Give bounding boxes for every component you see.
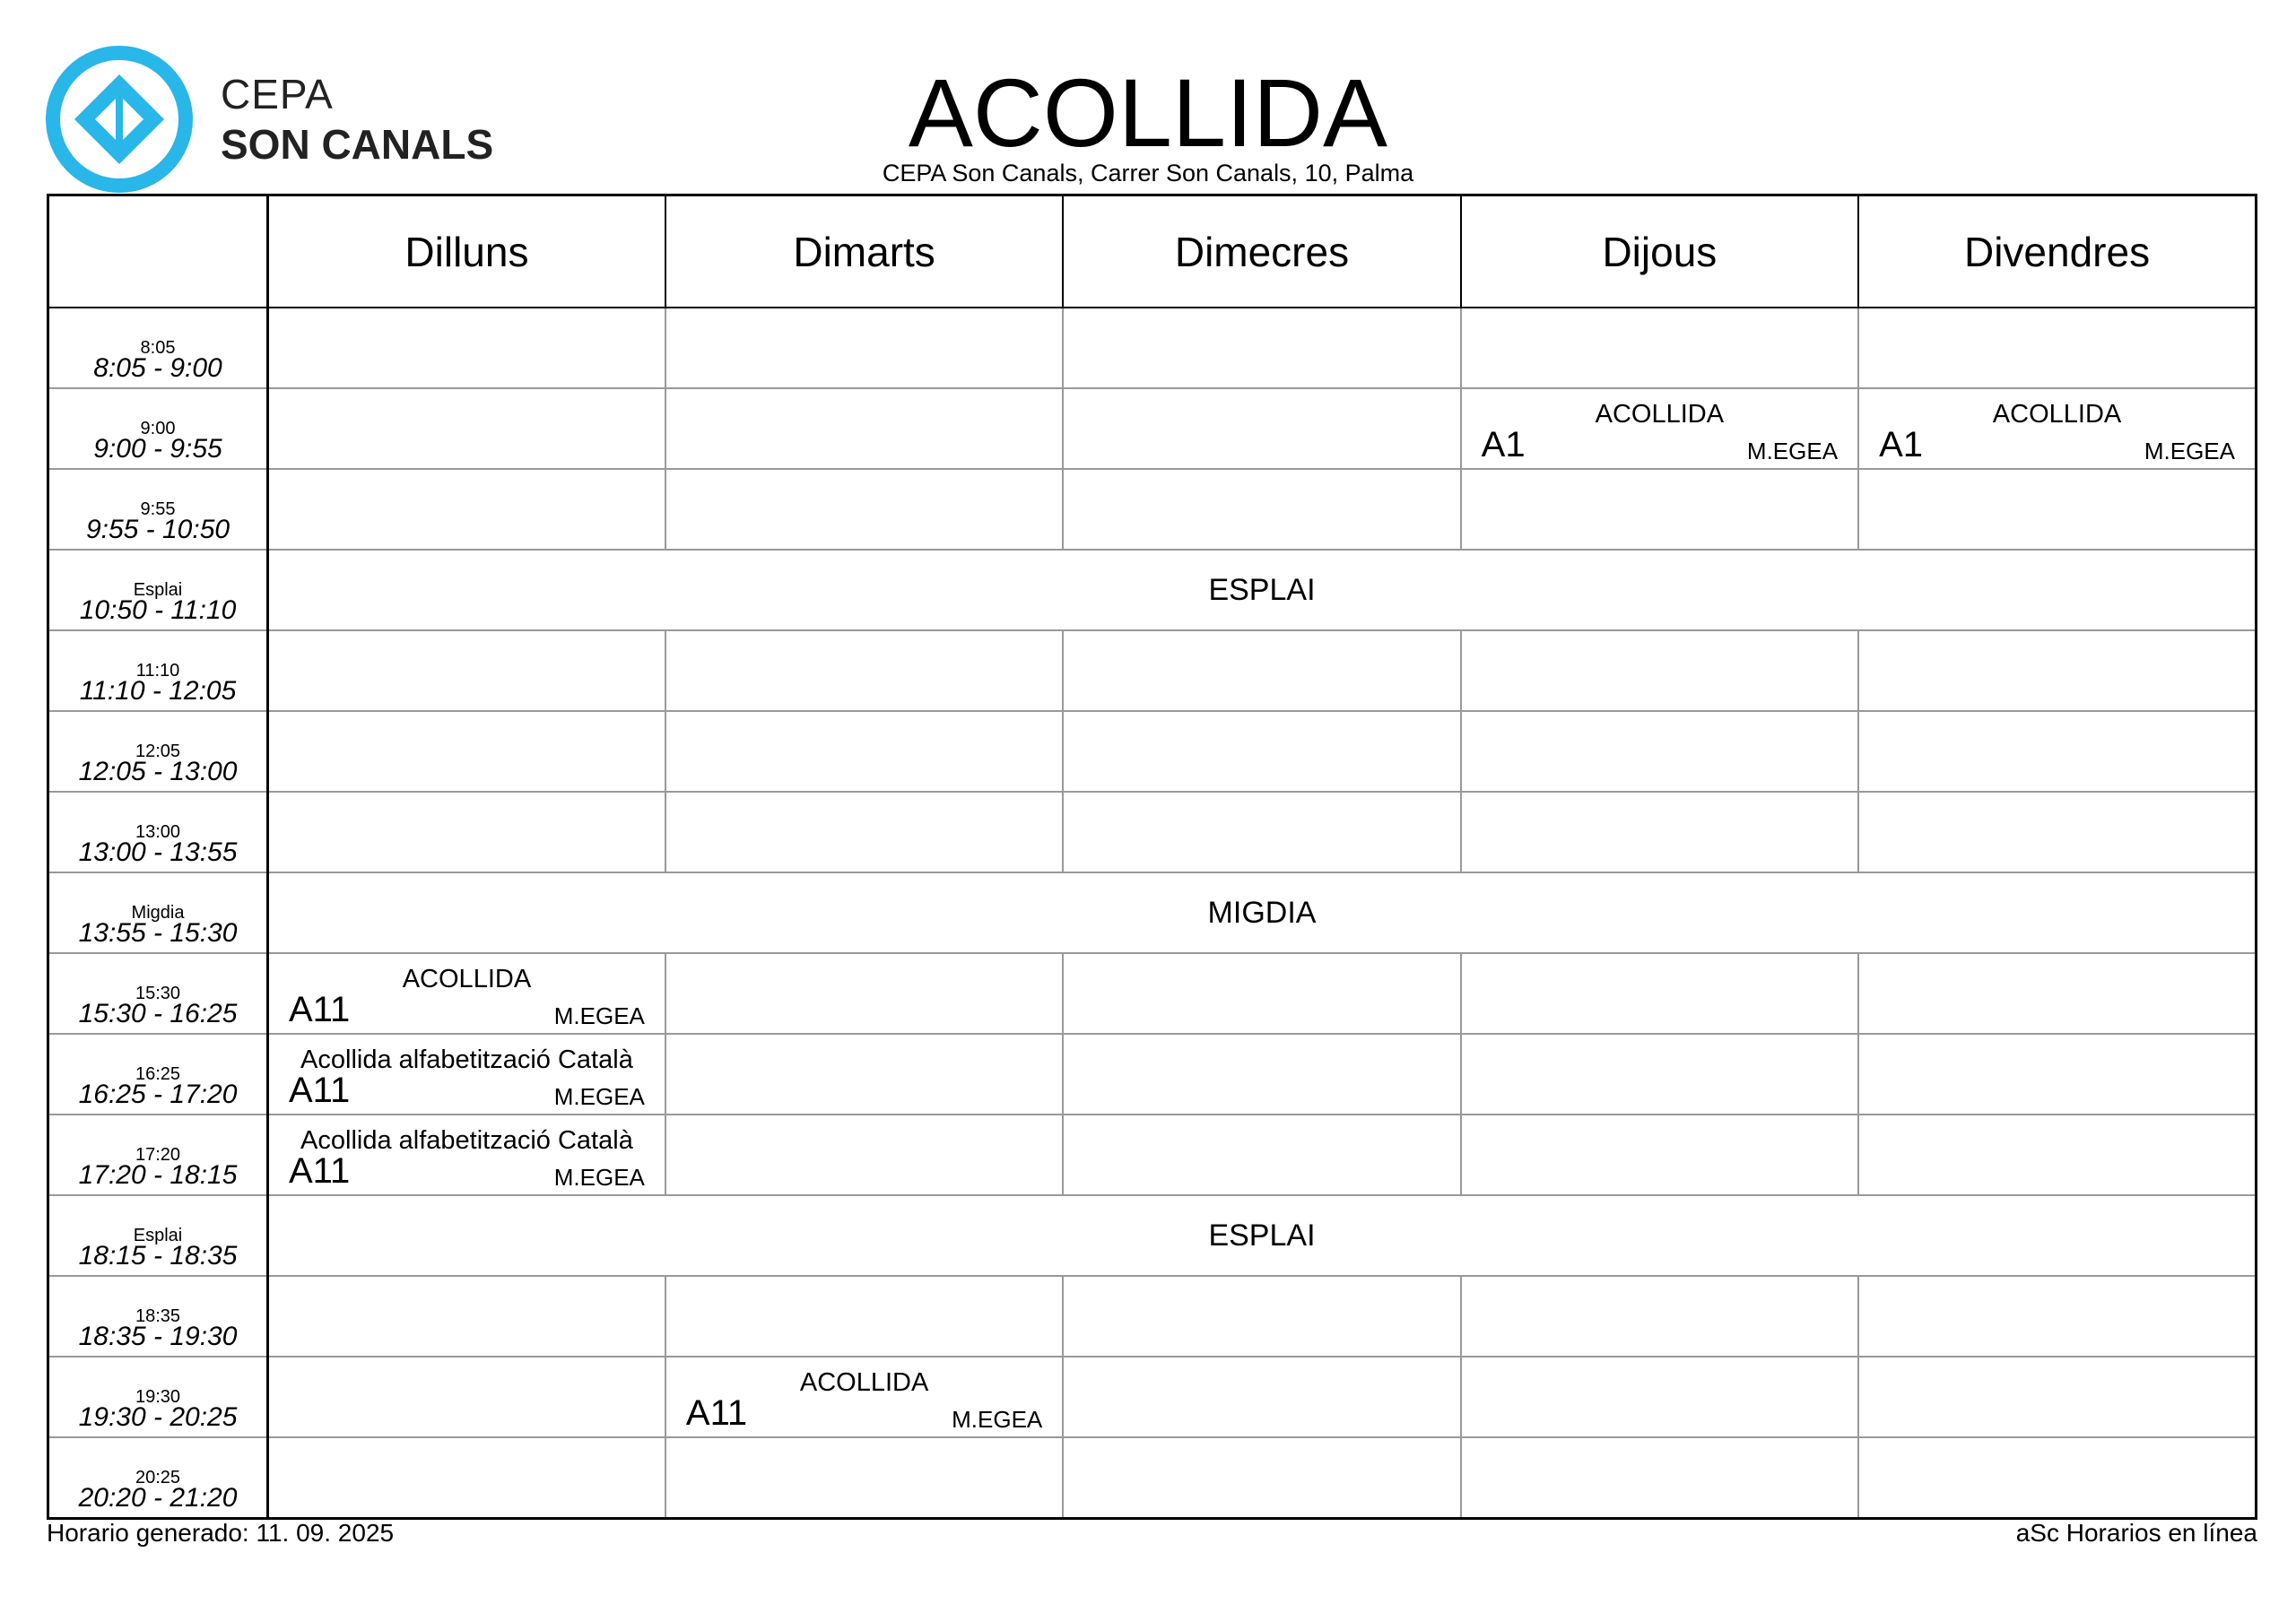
period-time-cell	[48, 953, 268, 1034]
period-row	[48, 630, 2257, 711]
period-label: Esplai	[133, 1226, 183, 1245]
lesson-subject: ACOLLIDA	[1992, 400, 2122, 429]
period-time-range: 9:55 - 10:50	[85, 515, 230, 544]
period-time-cell	[48, 1276, 268, 1357]
period-time-cell	[48, 872, 268, 953]
timetable-cell	[1063, 469, 1460, 550]
timetable-cell	[1858, 953, 2256, 1034]
timetable-cell	[1063, 792, 1460, 872]
period-label: 20:25	[135, 1468, 181, 1488]
lesson-card	[269, 954, 665, 1033]
timetable-cell	[665, 1034, 1063, 1115]
timetable	[47, 194, 2257, 1520]
period-row	[48, 953, 2257, 1034]
period-row	[48, 550, 2257, 630]
break-cell: ESPLAI	[268, 550, 2257, 630]
timetable-cell	[1461, 1115, 1858, 1195]
period-time-range: 9:00 - 9:55	[93, 434, 222, 464]
period-label: Migdia	[131, 903, 185, 923]
timetable-cell	[1063, 711, 1460, 792]
period-time-range: 13:55 - 15:30	[78, 918, 238, 948]
timetable-cell	[1063, 1115, 1460, 1195]
page-subtitle: CEPA Son Canals, Carrer Son Canals, 10, Palma	[882, 160, 1414, 186]
period-row	[48, 1195, 2257, 1276]
period-label: 17:20	[135, 1145, 181, 1165]
timetable-cell	[1461, 711, 1858, 792]
logo-text-son-canals: SON CANALS	[221, 121, 494, 168]
timetable-cell	[1858, 711, 2256, 792]
period-label: 13:00	[135, 822, 181, 842]
timetable-cell	[665, 953, 1063, 1034]
timetable-cell	[665, 469, 1063, 550]
timetable-cell	[1461, 308, 1858, 388]
timetable-cell	[1461, 630, 1858, 711]
timetable-cell	[1063, 953, 1460, 1034]
corner-cell	[48, 195, 268, 308]
page-title: ACOLLIDA	[908, 58, 1388, 167]
period-time-cell	[48, 792, 268, 872]
timetable-cell	[1461, 1276, 1858, 1357]
timetable-cell	[1461, 953, 1858, 1034]
period-time-cell	[48, 1195, 268, 1276]
timetable-cell	[1461, 1034, 1858, 1115]
lesson-subject: Acollida alfabetització Català	[300, 1126, 633, 1155]
timetable-cell	[1063, 1034, 1460, 1115]
period-time-cell	[48, 550, 268, 630]
day-header: Dimarts	[665, 195, 1063, 308]
period-time-range: 11:10 - 12:05	[79, 676, 237, 706]
lesson-card	[1859, 389, 2255, 468]
timetable-cell	[665, 388, 1063, 469]
period-label: 9:55	[140, 499, 176, 519]
timetable-cell	[1063, 1437, 1460, 1519]
period-row	[48, 1034, 2257, 1115]
period-row	[48, 792, 2257, 872]
lesson-subject: Acollida alfabetització Català	[300, 1045, 633, 1074]
lesson-teacher: M.EGEA	[2144, 438, 2235, 464]
period-row	[48, 1357, 2257, 1437]
lesson-teacher: M.EGEA	[553, 1002, 645, 1029]
period-row	[48, 1115, 2257, 1195]
day-header: Divendres	[1858, 195, 2256, 308]
period-label: 16:25	[135, 1064, 181, 1084]
timetable-cell	[1858, 630, 2256, 711]
timetable-cell	[1858, 1034, 2256, 1115]
logo-text-cepa: CEPA	[221, 71, 334, 117]
period-time-range: 12:05 - 13:00	[78, 757, 238, 786]
period-time-cell	[48, 1115, 268, 1195]
lesson-room: A1	[1481, 425, 1526, 464]
period-row	[48, 308, 2257, 388]
day-header: Dijous	[1461, 195, 1858, 308]
period-label: 8:05	[140, 338, 176, 358]
timetable-cell	[268, 308, 665, 388]
timetable-cell	[1858, 1437, 2256, 1519]
period-time-range: 17:20 - 18:15	[78, 1160, 238, 1190]
timetable-cell	[268, 792, 665, 872]
period-time-range: 13:00 - 13:55	[78, 837, 238, 867]
break-cell: MIGDIA	[268, 872, 2257, 953]
lesson-room: A11	[289, 990, 351, 1029]
timetable-cell	[1858, 1115, 2256, 1195]
period-label: 15:30	[135, 984, 181, 1003]
period-time-cell	[48, 711, 268, 792]
timetable-cell	[268, 1276, 665, 1357]
timetable-cell	[665, 711, 1063, 792]
timetable-cell	[1858, 1276, 2256, 1357]
timetable-cell	[1858, 469, 2256, 550]
lesson-cell[interactable]	[665, 1357, 1063, 1437]
lesson-teacher: M.EGEA	[553, 1164, 645, 1191]
lesson-cell[interactable]	[268, 1115, 665, 1195]
lesson-subject: ACOLLIDA	[1595, 400, 1725, 429]
period-label: 12:05	[135, 742, 181, 761]
lesson-cell[interactable]	[268, 953, 665, 1034]
period-label: 18:35	[135, 1306, 181, 1326]
lesson-subject: ACOLLIDA	[402, 965, 532, 993]
lesson-card	[269, 1115, 665, 1194]
lesson-teacher: M.EGEA	[952, 1406, 1043, 1433]
timetable-cell	[665, 792, 1063, 872]
period-time-range: 18:15 - 18:35	[78, 1241, 238, 1271]
period-label: 11:10	[135, 661, 180, 681]
day-header: Dilluns	[268, 195, 665, 308]
period-time-cell	[48, 308, 268, 388]
timetable-cell	[1461, 792, 1858, 872]
period-row	[48, 872, 2257, 953]
timetable-cell	[665, 630, 1063, 711]
timetable-cell	[1858, 792, 2256, 872]
period-row	[48, 469, 2257, 550]
period-time-range: 18:35 - 19:30	[78, 1322, 238, 1351]
timetable-cell	[1461, 469, 1858, 550]
period-time-range: 15:30 - 16:25	[78, 999, 238, 1028]
period-row	[48, 388, 2257, 469]
timetable-cell	[1461, 1357, 1858, 1437]
period-label: Esplai	[133, 580, 183, 600]
period-time-cell	[48, 469, 268, 550]
period-time-range: 8:05 - 9:00	[93, 353, 222, 383]
timetable-cell	[268, 711, 665, 792]
period-time-cell	[48, 1034, 268, 1115]
timetable-cell	[665, 308, 1063, 388]
period-time-range: 10:50 - 11:10	[79, 595, 237, 625]
lesson-cell[interactable]	[268, 1034, 665, 1115]
day-header: Dimecres	[1063, 195, 1460, 308]
period-row	[48, 1437, 2257, 1519]
timetable-cell	[665, 1115, 1063, 1195]
lesson-room: A1	[1879, 425, 1923, 464]
timetable-cell	[268, 469, 665, 550]
timetable-cell	[268, 388, 665, 469]
timetable-cell	[1461, 1437, 1858, 1519]
timetable-cell	[665, 1437, 1063, 1519]
period-time-cell	[48, 1357, 268, 1437]
period-time-cell	[48, 630, 268, 711]
period-row	[48, 711, 2257, 792]
period-label: 9:00	[140, 419, 176, 438]
lesson-room: A11	[289, 1071, 351, 1110]
lesson-room: A11	[289, 1151, 351, 1191]
lesson-cell[interactable]	[1858, 388, 2256, 469]
lesson-teacher: M.EGEA	[1746, 438, 1839, 464]
period-row	[48, 1276, 2257, 1357]
timetable-cell	[1063, 308, 1460, 388]
timetable-cell	[268, 630, 665, 711]
generated-date: Horario generado: 11. 09. 2025	[47, 1519, 395, 1547]
timetable-cell	[1858, 1357, 2256, 1437]
software-credit: aSc Horarios en línea	[2015, 1519, 2257, 1547]
timetable-cell	[665, 1276, 1063, 1357]
lesson-card	[1462, 389, 1857, 468]
timetable-cell	[1858, 308, 2256, 388]
lesson-card	[666, 1357, 1062, 1436]
timetable-cell	[1063, 1276, 1460, 1357]
break-cell: ESPLAI	[268, 1195, 2257, 1276]
timetable-cell	[1063, 1357, 1460, 1437]
lesson-room: A11	[685, 1393, 748, 1433]
period-time-cell	[48, 1437, 268, 1519]
timetable-cell	[268, 1437, 665, 1519]
lesson-cell[interactable]	[1461, 388, 1858, 469]
timetable-cell	[1063, 630, 1460, 711]
lesson-teacher: M.EGEA	[553, 1083, 645, 1110]
period-time-range: 16:25 - 17:20	[78, 1080, 238, 1109]
lesson-card	[269, 1035, 665, 1114]
timetable-cell	[1063, 388, 1460, 469]
timetable-cell	[268, 1357, 665, 1437]
period-label: 19:30	[135, 1387, 181, 1407]
period-time-range: 20:20 - 21:20	[78, 1483, 238, 1513]
period-time-range: 19:30 - 20:25	[78, 1402, 238, 1432]
day-header-row	[48, 195, 2257, 308]
lesson-subject: ACOLLIDA	[799, 1368, 929, 1397]
period-time-cell	[48, 388, 268, 469]
